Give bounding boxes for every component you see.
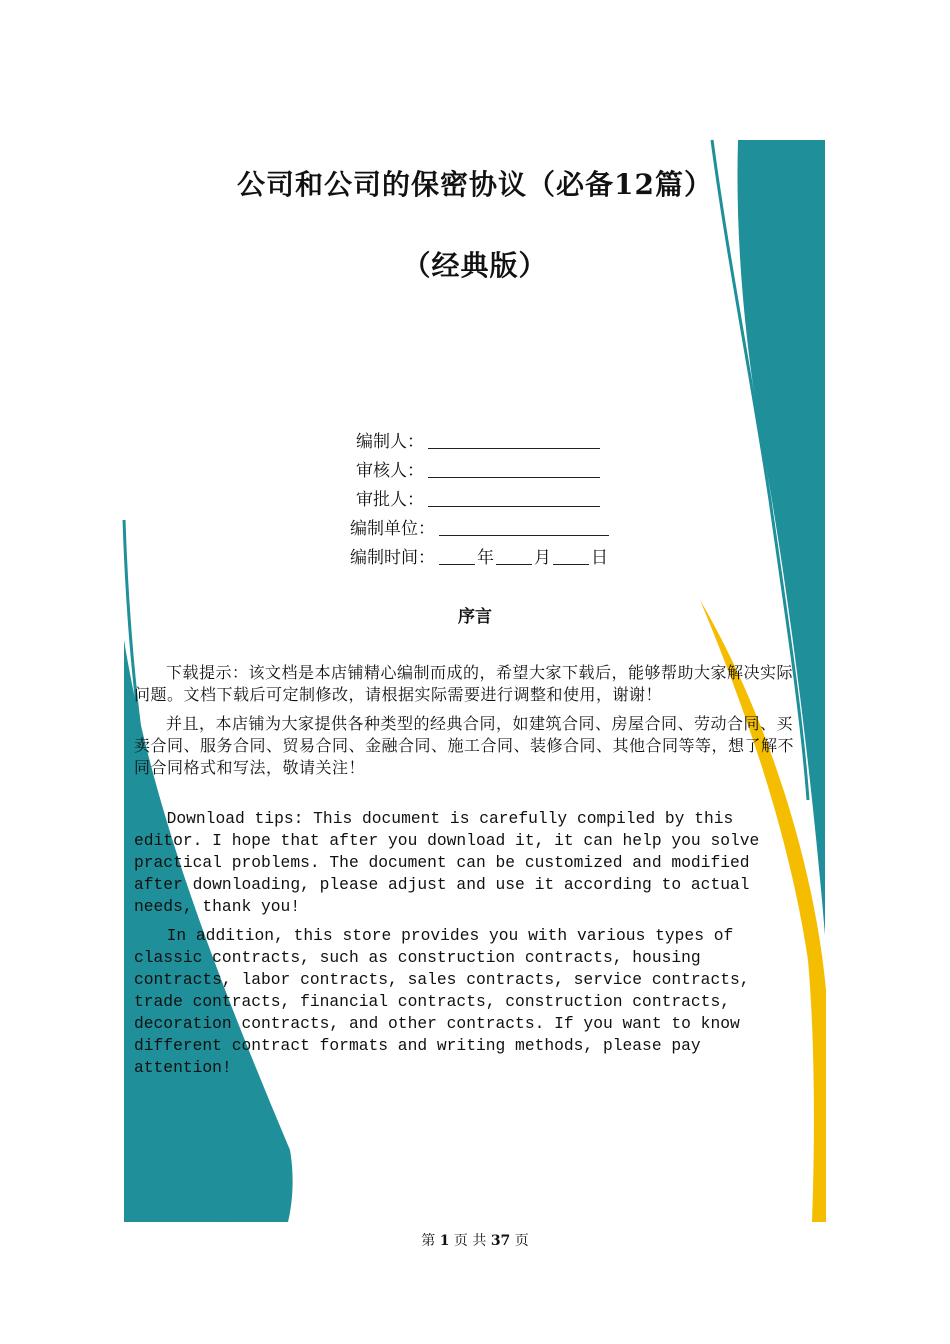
preface-paragraph-en-2: In addition, this store provides you with various types of classic contracts, such as construction contracts, housing contracts, labor contracts, sales contracts, service contracts, trade contracts, financial contracts, construction contracts, decoration contracts, and other contracts. If you want to know different contract formats and writing methods, please pay attention! <box>134 926 750 1077</box>
month-label: 月 <box>534 548 551 568</box>
page-total: 37 <box>490 1233 511 1249</box>
preface-paragraph-zh-2: 并且，本店铺为大家提供各种类型的经典合同，如建筑合同、房屋合同、劳动合同、买卖合同、服务合同、贸易合同、金融合同、施工合同、装修合同、其他合同等等，想了解不同合同格式和写法，敬请关注！ <box>134 714 795 777</box>
compile-info-form <box>0 428 950 573</box>
document-title: 公司和公司的保密协议（必备12篇） <box>237 168 713 201</box>
year-field[interactable] <box>439 544 475 565</box>
approver-row <box>0 486 950 515</box>
preface-paragraph-zh-1: 下载提示：该文档是本店铺精心编制而成的，希望大家下载后，能够帮助大家解决实际问题。文档下载后可定制修改，请根据实际需要进行调整和使用，谢谢！ <box>134 663 794 704</box>
editor-label: 编制人： <box>356 432 424 452</box>
preface-chinese-text <box>134 662 804 786</box>
editor-field[interactable] <box>428 428 600 449</box>
preface-heading: 序言 <box>458 607 492 627</box>
unit-field[interactable] <box>439 515 609 536</box>
year-label: 年 <box>477 548 494 568</box>
day-field[interactable] <box>553 544 589 565</box>
month-field[interactable] <box>496 544 532 565</box>
time-row <box>0 544 950 573</box>
day-label: 日 <box>591 548 608 568</box>
reviewer-row <box>0 457 950 486</box>
page-prefix: 第 <box>421 1233 436 1249</box>
preface-paragraph-en-1: Download tips: This document is carefully compiled by this editor. I hope that after you download it, it can help you solve practical problems. The document can be customized and modified after downloading, please adjust and use it according to actual needs, thank you! <box>134 809 760 916</box>
page-suffix: 页 <box>514 1233 529 1249</box>
reviewer-field[interactable] <box>428 457 600 478</box>
page-middle: 页 共 <box>453 1233 487 1249</box>
approver-label: 审批人： <box>356 490 424 510</box>
reviewer-label: 审核人： <box>356 461 424 481</box>
preface-english-text <box>134 808 804 1086</box>
page-number: 1 <box>439 1233 450 1249</box>
editor-row <box>0 428 950 457</box>
unit-row <box>0 515 950 544</box>
approver-field[interactable] <box>428 486 600 507</box>
unit-label: 编制单位： <box>350 519 435 539</box>
time-label: 编制时间： <box>350 548 435 568</box>
document-subtitle: （经典版） <box>402 249 548 282</box>
page-footer <box>0 1230 950 1250</box>
